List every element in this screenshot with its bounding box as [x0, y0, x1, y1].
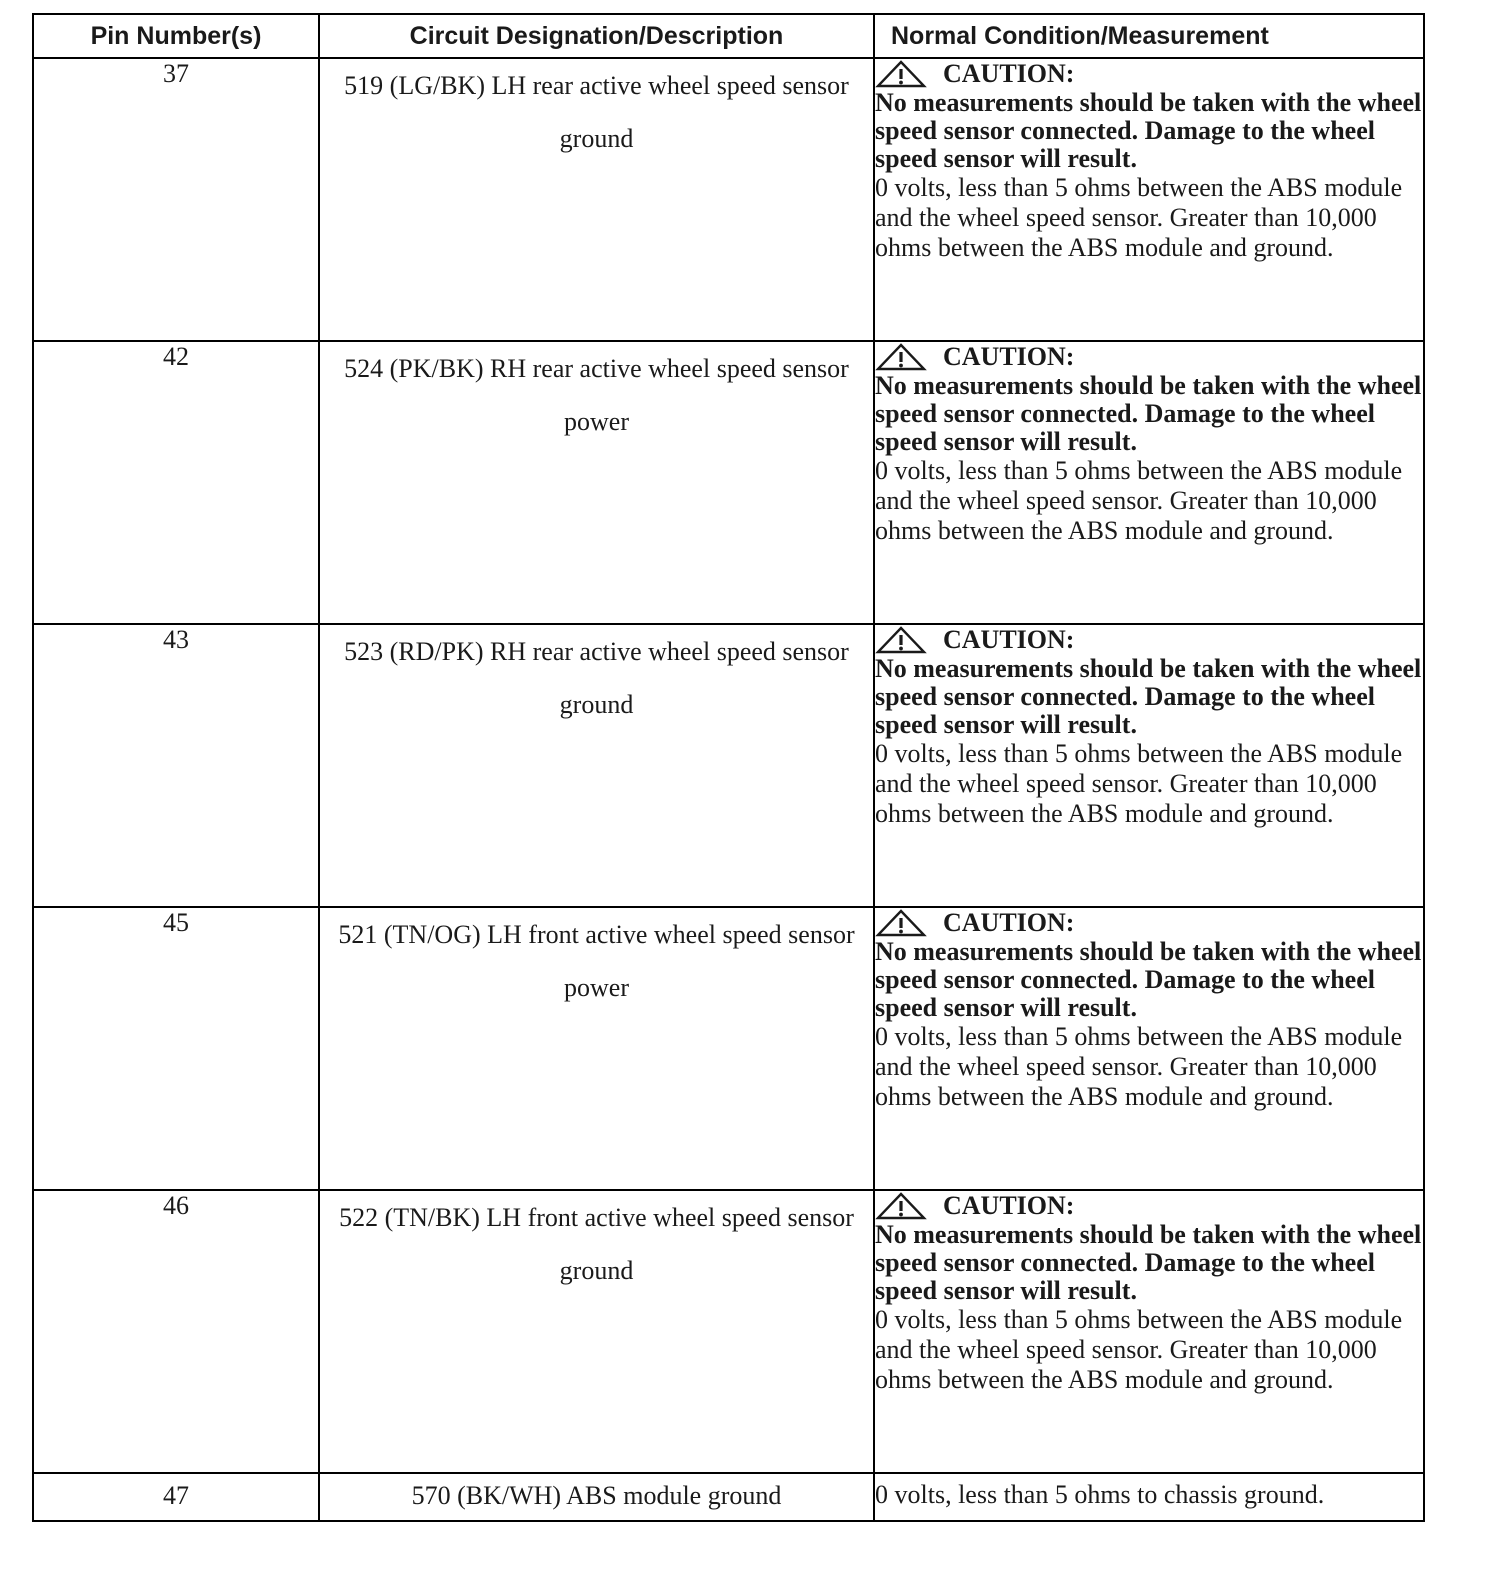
- warning-triangle-icon: [875, 59, 927, 89]
- circuit-description-cell: 519 (LG/BK) LH rear active wheel speed sensor ground: [319, 58, 874, 341]
- measurement-cell: [874, 624, 1424, 907]
- table-row: [33, 58, 1424, 341]
- circuit-description-cell: 522 (TN/BK) LH front active wheel speed sensor ground: [319, 1190, 874, 1473]
- table-row: [33, 624, 1424, 907]
- measurement-text: 0 volts, less than 5 ohms to chassis ground.: [875, 1480, 1325, 1509]
- caution-label: CAUTION:: [943, 625, 1075, 654]
- warning-triangle-icon: [875, 1191, 927, 1221]
- measurement-text: 0 volts, less than 5 ohms between the ABS module and the wheel speed sensor. Greater than 10,000 ohms between the ABS module and ground.: [875, 456, 1403, 545]
- warning-triangle-icon: [875, 908, 927, 938]
- table-body: [33, 58, 1424, 1521]
- caution-text: No measurements should be taken with the wheel speed sensor connected. Damage to the wheel speed sensor will result.: [875, 654, 1422, 739]
- caution-text: No measurements should be taken with the wheel speed sensor connected. Damage to the wheel speed sensor will result.: [875, 937, 1422, 1022]
- measurement-cell: [874, 58, 1424, 341]
- circuit-description-cell: 523 (RD/PK) RH rear active wheel speed sensor ground: [319, 624, 874, 907]
- pin-measurement-table: [32, 13, 1425, 1522]
- caution-text: No measurements should be taken with the wheel speed sensor connected. Damage to the wheel speed sensor will result.: [875, 1220, 1422, 1305]
- pin-number-cell: 43: [33, 624, 319, 907]
- caution-label: CAUTION:: [943, 59, 1075, 88]
- table-row: [33, 1190, 1424, 1473]
- caution-heading: [875, 908, 1423, 938]
- caution-heading: [875, 342, 1423, 372]
- pin-number-cell: 42: [33, 341, 319, 624]
- table-header: [33, 14, 1424, 58]
- caution-text: No measurements should be taken with the wheel speed sensor connected. Damage to the wheel speed sensor will result.: [875, 371, 1422, 456]
- pin-number-cell: 37: [33, 58, 319, 341]
- header-normal-condition: Normal Condition/Measurement: [874, 14, 1424, 58]
- measurement-cell: [874, 1190, 1424, 1473]
- header-circuit-designation: Circuit Designation/Description: [319, 14, 874, 58]
- measurement-cell: [874, 341, 1424, 624]
- caution-heading: [875, 1191, 1423, 1221]
- caution-label: CAUTION:: [943, 1191, 1075, 1220]
- measurement-text: 0 volts, less than 5 ohms between the ABS module and the wheel speed sensor. Greater than 10,000 ohms between the ABS module and ground.: [875, 739, 1403, 828]
- header-row: [33, 14, 1424, 58]
- measurement-cell: [874, 907, 1424, 1190]
- measurement-text: 0 volts, less than 5 ohms between the ABS module and the wheel speed sensor. Greater than 10,000 ohms between the ABS module and ground.: [875, 173, 1403, 262]
- measurement-cell: [874, 1473, 1424, 1521]
- circuit-description-cell: 570 (BK/WH) ABS module ground: [319, 1473, 874, 1521]
- pin-number-cell: 45: [33, 907, 319, 1190]
- warning-triangle-icon: [875, 342, 927, 372]
- caution-label: CAUTION:: [943, 908, 1075, 937]
- table-row: [33, 1473, 1424, 1521]
- warning-triangle-icon: [875, 625, 927, 655]
- caution-heading: [875, 59, 1423, 89]
- caution-label: CAUTION:: [943, 342, 1075, 371]
- table-row: [33, 341, 1424, 624]
- caution-text: No measurements should be taken with the wheel speed sensor connected. Damage to the wheel speed sensor will result.: [875, 88, 1422, 173]
- caution-heading: [875, 625, 1423, 655]
- header-pin-number: Pin Number(s): [33, 14, 319, 58]
- circuit-description-cell: 524 (PK/BK) RH rear active wheel speed sensor power: [319, 341, 874, 624]
- measurement-text: 0 volts, less than 5 ohms between the ABS module and the wheel speed sensor. Greater than 10,000 ohms between the ABS module and ground.: [875, 1305, 1403, 1394]
- measurement-text: 0 volts, less than 5 ohms between the ABS module and the wheel speed sensor. Greater than 10,000 ohms between the ABS module and ground.: [875, 1022, 1403, 1111]
- pin-number-cell: 46: [33, 1190, 319, 1473]
- circuit-description-cell: 521 (TN/OG) LH front active wheel speed sensor power: [319, 907, 874, 1190]
- table-row: [33, 907, 1424, 1190]
- pin-number-cell: 47: [33, 1473, 319, 1521]
